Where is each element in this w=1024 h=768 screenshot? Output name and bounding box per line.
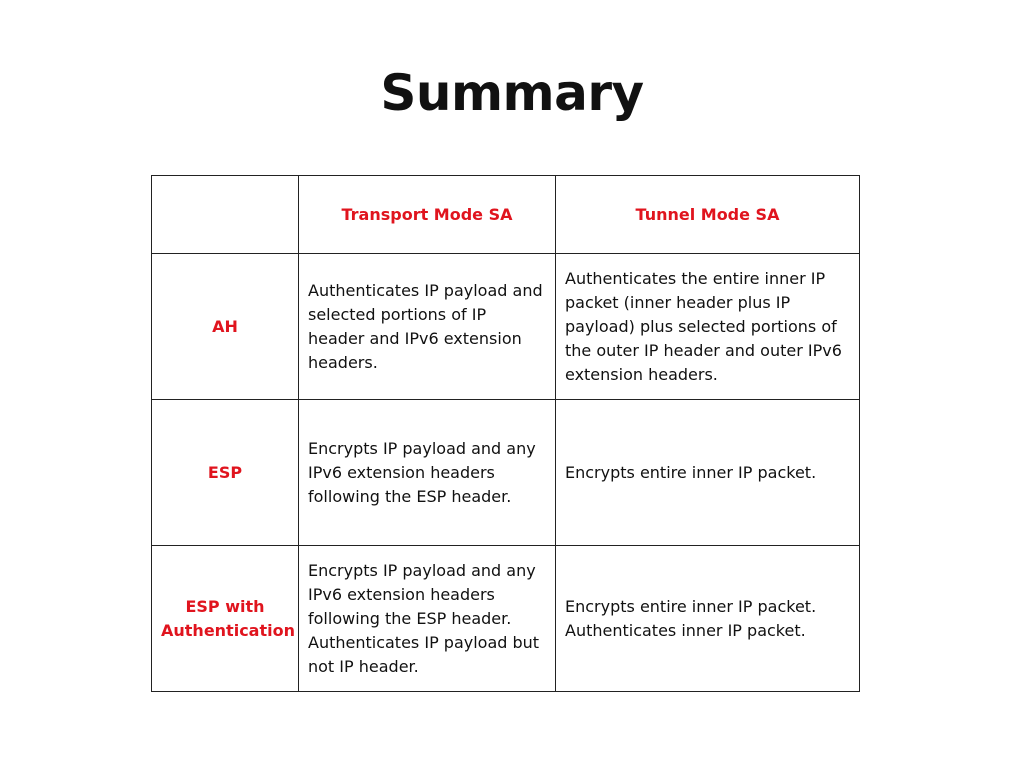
header-cell-tunnel-mode: Tunnel Mode SA	[556, 176, 860, 254]
cell-esp-tunnel: Encrypts entire inner IP packet.	[556, 400, 860, 546]
page-title: Summary	[380, 64, 644, 122]
cell-ah-transport: Authenticates IP payload and selected portions of IP header and IPv6 extension headers.	[299, 254, 556, 400]
row-label-esp: ESP	[152, 400, 299, 546]
cell-ah-tunnel: Authenticates the entire inner IP packet (inner header plus IP payload) plus selected portions of the outer IP header and outer IPv6 extension headers.	[556, 254, 860, 400]
table-row-ah	[152, 254, 860, 400]
header-cell-empty	[152, 176, 299, 254]
summary-table	[151, 175, 860, 692]
table-row-esp-auth	[152, 546, 860, 692]
cell-esp-auth-tunnel: Encrypts entire inner IP packet. Authenticates inner IP packet.	[556, 546, 860, 692]
cell-esp-auth-transport: Encrypts IP payload and any IPv6 extension headers following the ESP header. Authenticates IP payload but not IP header.	[299, 546, 556, 692]
row-label-esp-auth: ESP with Authentication	[152, 546, 299, 692]
cell-esp-transport: Encrypts IP payload and any IPv6 extension headers following the ESP header.	[299, 400, 556, 546]
header-cell-transport-mode: Transport Mode SA	[299, 176, 556, 254]
row-label-ah: AH	[152, 254, 299, 400]
table-row-esp	[152, 400, 860, 546]
table-header-row	[152, 176, 860, 254]
